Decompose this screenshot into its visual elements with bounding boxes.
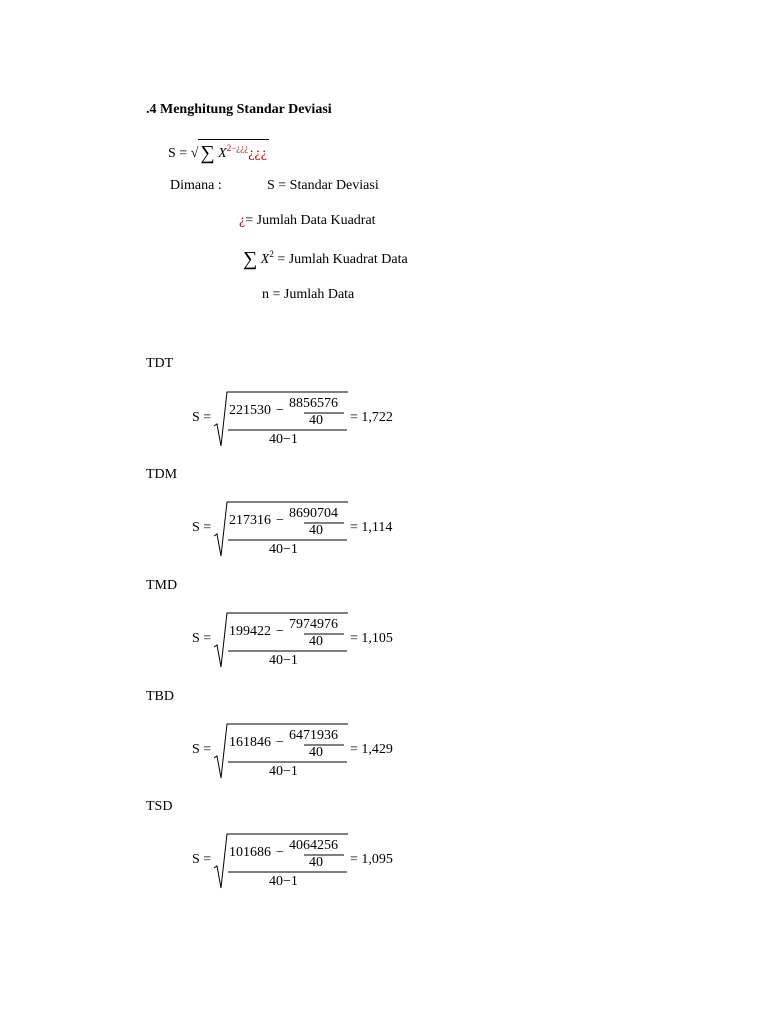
squared-sum-value: 4064256 bbox=[289, 838, 338, 853]
outer-denominator: 40−1 bbox=[269, 874, 298, 889]
calc-label-tsd: TSD bbox=[146, 799, 173, 814]
squared-sum-value: 8856576 bbox=[289, 396, 338, 411]
outer-denominator: 40−1 bbox=[269, 653, 298, 668]
calc-s-label: S = bbox=[192, 410, 212, 425]
calc-formula-tdt bbox=[192, 390, 422, 450]
dimana-label: Dimana : bbox=[170, 178, 222, 193]
calc-result: = 1,722 bbox=[350, 410, 393, 425]
sum-symbol: ∑ bbox=[200, 142, 215, 164]
sum-squares-value: 101686 bbox=[229, 845, 271, 860]
section-title: .4 Menghitung Standar Deviasi bbox=[146, 102, 332, 117]
calc-label-tdt: TDT bbox=[146, 356, 174, 371]
calc-result: = 1,429 bbox=[350, 742, 393, 757]
x-exponent: 2−¿¿¿ bbox=[226, 143, 249, 153]
calc-s-label: S = bbox=[192, 520, 212, 535]
x-variable-legend: X bbox=[260, 252, 270, 267]
outer-denominator: 40−1 bbox=[269, 432, 298, 447]
x-exponent-legend: 2 bbox=[269, 249, 274, 259]
sum-squares-value: 161846 bbox=[229, 735, 271, 750]
std-dev-formula bbox=[168, 139, 269, 163]
formula-s-eq: S = bbox=[168, 146, 191, 161]
sqrt-symbol: √ bbox=[190, 146, 199, 161]
sum-squares-value: 221530 bbox=[229, 403, 271, 418]
squared-sum-value: 8690704 bbox=[289, 506, 338, 521]
x-variable: X bbox=[218, 146, 227, 161]
calc-result: = 1,114 bbox=[350, 520, 393, 535]
squared-sum-value: 6471936 bbox=[289, 728, 338, 743]
sum-definition-line bbox=[243, 246, 408, 269]
q-definition-line bbox=[239, 213, 376, 229]
inner-denominator: 40 bbox=[309, 413, 323, 428]
sum-symbol-legend: ∑ bbox=[243, 248, 258, 270]
q-definition: = Jumlah Data Kuadrat bbox=[245, 213, 376, 228]
calc-formula-tmd bbox=[192, 611, 422, 671]
inner-denominator: 40 bbox=[309, 855, 323, 870]
minus-sign: − bbox=[276, 845, 284, 860]
sum-squares-value: 199422 bbox=[229, 624, 271, 639]
calc-s-label: S = bbox=[192, 631, 212, 646]
calc-label-tdm: TDM bbox=[146, 467, 178, 482]
q-mark: ¿ bbox=[239, 213, 246, 228]
formula-tail: ¿¿¿ bbox=[248, 146, 267, 161]
sum-definition: = Jumlah Kuadrat Data bbox=[273, 252, 408, 267]
outer-denominator: 40−1 bbox=[269, 764, 298, 779]
calc-label-tmd: TMD bbox=[146, 578, 178, 593]
squared-sum-value: 7974976 bbox=[289, 617, 338, 632]
inner-denominator: 40 bbox=[309, 523, 323, 538]
calc-formula-tsd bbox=[192, 832, 422, 892]
calc-s-label: S = bbox=[192, 852, 212, 867]
minus-sign: − bbox=[276, 624, 284, 639]
inner-denominator: 40 bbox=[309, 745, 323, 760]
s-definition: S = Standar Deviasi bbox=[267, 178, 379, 193]
minus-sign: − bbox=[276, 735, 284, 750]
calc-formula-tdm bbox=[192, 500, 422, 560]
calc-formula-tbd bbox=[192, 722, 422, 782]
sum-squares-value: 217316 bbox=[229, 513, 271, 528]
calc-result: = 1,095 bbox=[350, 852, 393, 867]
inner-denominator: 40 bbox=[309, 634, 323, 649]
outer-denominator: 40−1 bbox=[269, 542, 298, 557]
calc-s-label: S = bbox=[192, 742, 212, 757]
n-definition: n = Jumlah Data bbox=[262, 287, 355, 302]
calc-label-tbd: TBD bbox=[146, 689, 174, 704]
minus-sign: − bbox=[276, 513, 284, 528]
minus-sign: − bbox=[276, 403, 284, 418]
radicand bbox=[198, 139, 269, 163]
calc-result: = 1,105 bbox=[350, 631, 393, 646]
